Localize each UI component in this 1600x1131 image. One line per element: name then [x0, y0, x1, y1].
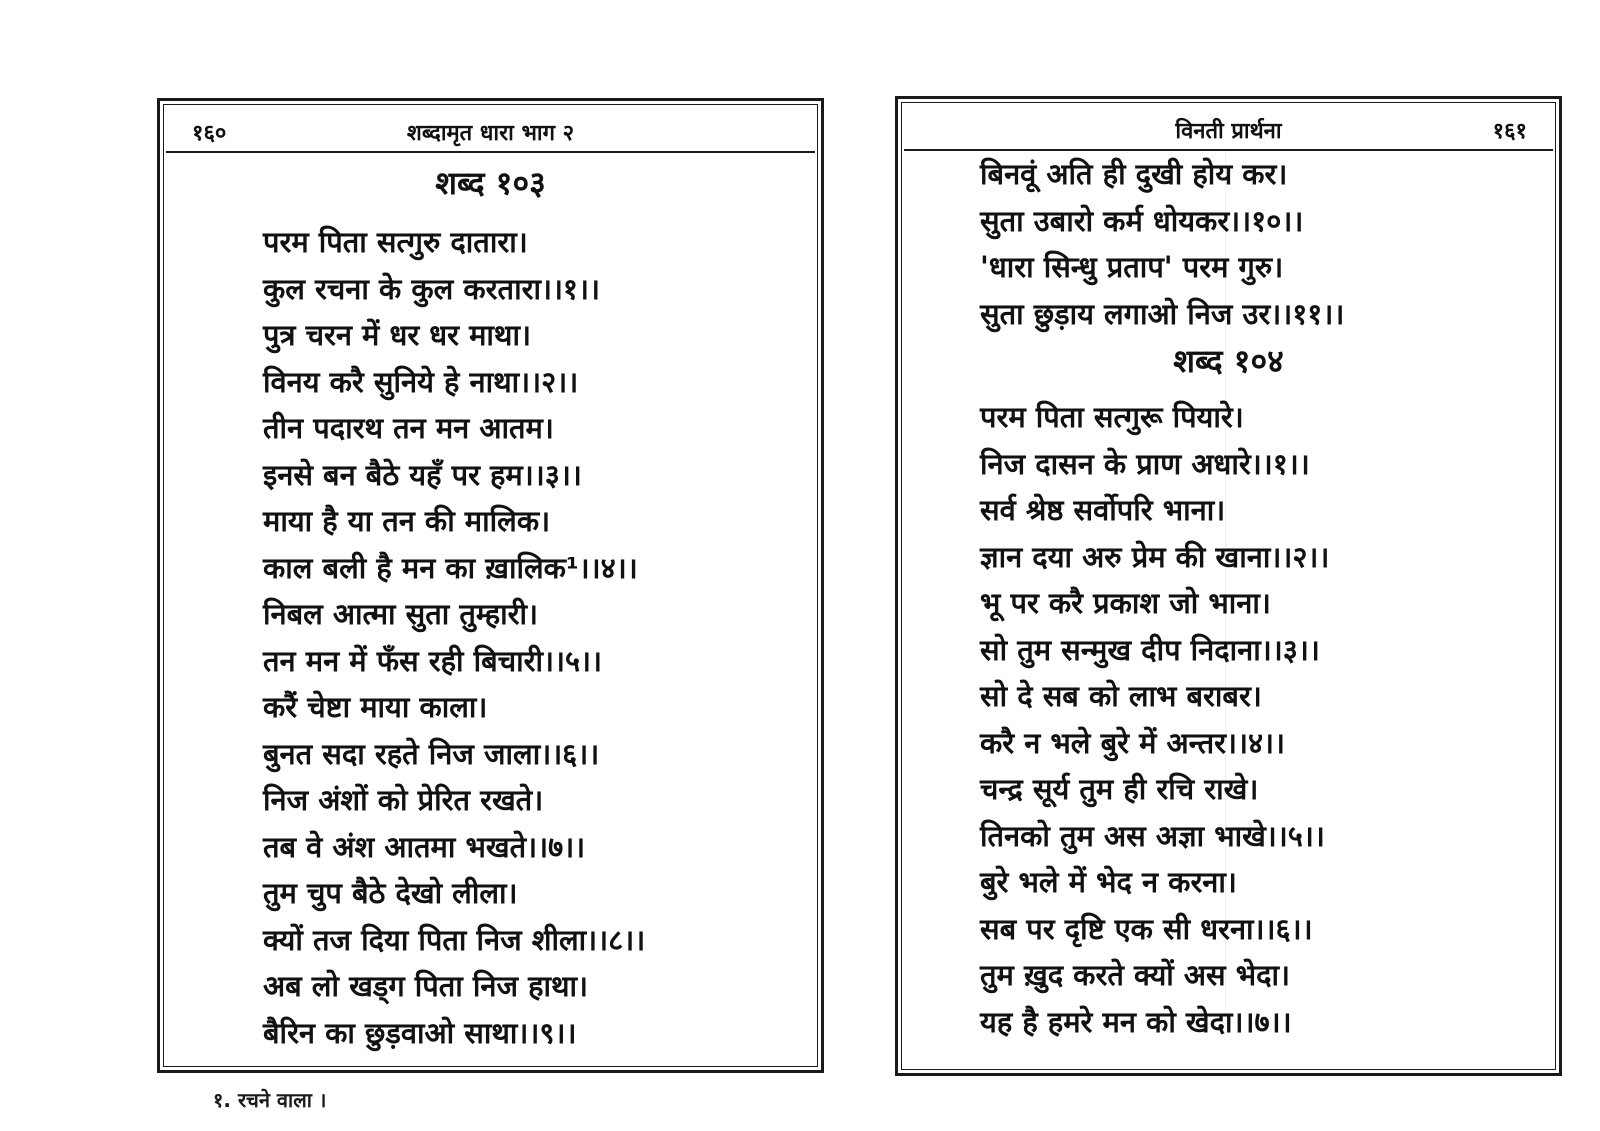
verse-line: तुम ख़ुद करते क्यों अस भेदा।: [980, 958, 1291, 992]
shabd-103-continuation: [980, 151, 1450, 337]
verse-line: 'धारा सिन्धु प्रताप' परम गुरु।: [980, 250, 1284, 284]
verse-line: सब पर दृष्टि एक सी धरना।।६।।: [980, 911, 1313, 946]
verse-line: करैं चेष्टा माया काला।: [263, 690, 488, 724]
right-running-title: विनती प्रार्थना: [1175, 119, 1282, 144]
verse-line: तुम चुप बैठे देखो लीला।: [263, 876, 518, 910]
verse-line: सर्व श्रेष्ठ सर्वोपरि भाना।: [980, 493, 1226, 527]
verse-line: करै न भले बुरे में अन्तर।।४।।: [980, 725, 1286, 760]
verse-line: परम पिता सत्गुरू पियारे।: [980, 400, 1244, 434]
left-page-number: १६०: [192, 121, 227, 146]
verse-line: निज अंशों को प्रेरित रखते।: [263, 783, 544, 817]
verse-line: बैरिन का छुड़वाओ साथा।।९।।: [263, 1015, 577, 1050]
verse-line: चन्द्र सूर्य तुम ही रचि राखे।: [980, 772, 1259, 806]
verse-line: अब लो खड्ग पिता निज हाथा।: [263, 969, 589, 1003]
verse-line: परम पिता सत्गुरु दातारा।: [263, 225, 528, 259]
verse-line: तब वे अंश आतमा भखते।।७।।: [263, 829, 586, 864]
verse-line: पुत्र चरन में धर धर माथा।: [263, 318, 531, 352]
verse-line: बुनत सदा रहते निज जाला।।६।।: [263, 736, 600, 771]
verse-line: विनय करै सुनिये हे नाथा।।२।।: [263, 364, 579, 399]
verse-line: तीन पदारथ तन मन आतम।: [263, 411, 554, 445]
left-page-header: [166, 107, 815, 153]
footnote: १. रचने वाला ।: [213, 1088, 327, 1112]
right-page-number: १६१: [1492, 119, 1527, 144]
verse-line: सुता छुड़ाय लगाओ निज उर।।११।।: [980, 296, 1345, 331]
verse-line: बिनवूं अति ही दुखी होय कर।: [980, 157, 1288, 191]
verse-line: कुल रचना के कुल करतारा।।१।।: [263, 271, 600, 306]
verse-line: माया है या तन की मालिक।: [263, 504, 551, 538]
verse-line: सो दे सब को लाभ बराबर।: [980, 679, 1262, 713]
verse-line: काल बली है मन का ख़ालिक¹।।४।।: [263, 550, 638, 585]
verse-line: यह है हमरे मन को खेदा।।७।।: [980, 1004, 1292, 1039]
verse-line: बुरे भले में भेद न करना।: [980, 865, 1237, 899]
verse-line: सो तुम सन्मुख दीप निदाना।।३।।: [980, 632, 1320, 667]
verse-line: ज्ञान दया अरु प्रेम की खाना।।२।।: [980, 539, 1330, 574]
right-page: [895, 96, 1562, 1076]
verse-line: तन मन में फँस रही बिचारी।।५।।: [263, 643, 603, 678]
scan-gutter-shadow: [1225, 150, 1226, 1030]
verse-line: निज दासन के प्राण अधारे।।१।।: [980, 446, 1310, 481]
right-page-header: [904, 105, 1553, 151]
verse-line: निबल आत्मा सुता तुम्हारी।: [263, 597, 538, 631]
verse-line: भू पर करै प्रकाश जो भाना।: [980, 586, 1271, 620]
shabd-104-verses: [980, 394, 1450, 1045]
verse-line: इनसे बन बैठे यहँ पर हम।।३।।: [263, 457, 582, 492]
left-page: [157, 98, 824, 1073]
shabd-104-title: शब्द १०४: [1173, 342, 1284, 380]
left-running-title: शब्दामृत धारा भाग २: [406, 121, 575, 146]
verse-line: क्यों तज दिया पिता निज शीला।।८।।: [263, 922, 646, 957]
verse-line: तिनको तुम अस अज्ञा भाखे।।५।।: [980, 818, 1325, 853]
verse-line: सुता उबारो कर्म धोयकर।।१०।।: [980, 203, 1304, 238]
shabd-103-title: शब्द १०३: [435, 164, 546, 202]
shabd-103-verses: [263, 219, 733, 1056]
